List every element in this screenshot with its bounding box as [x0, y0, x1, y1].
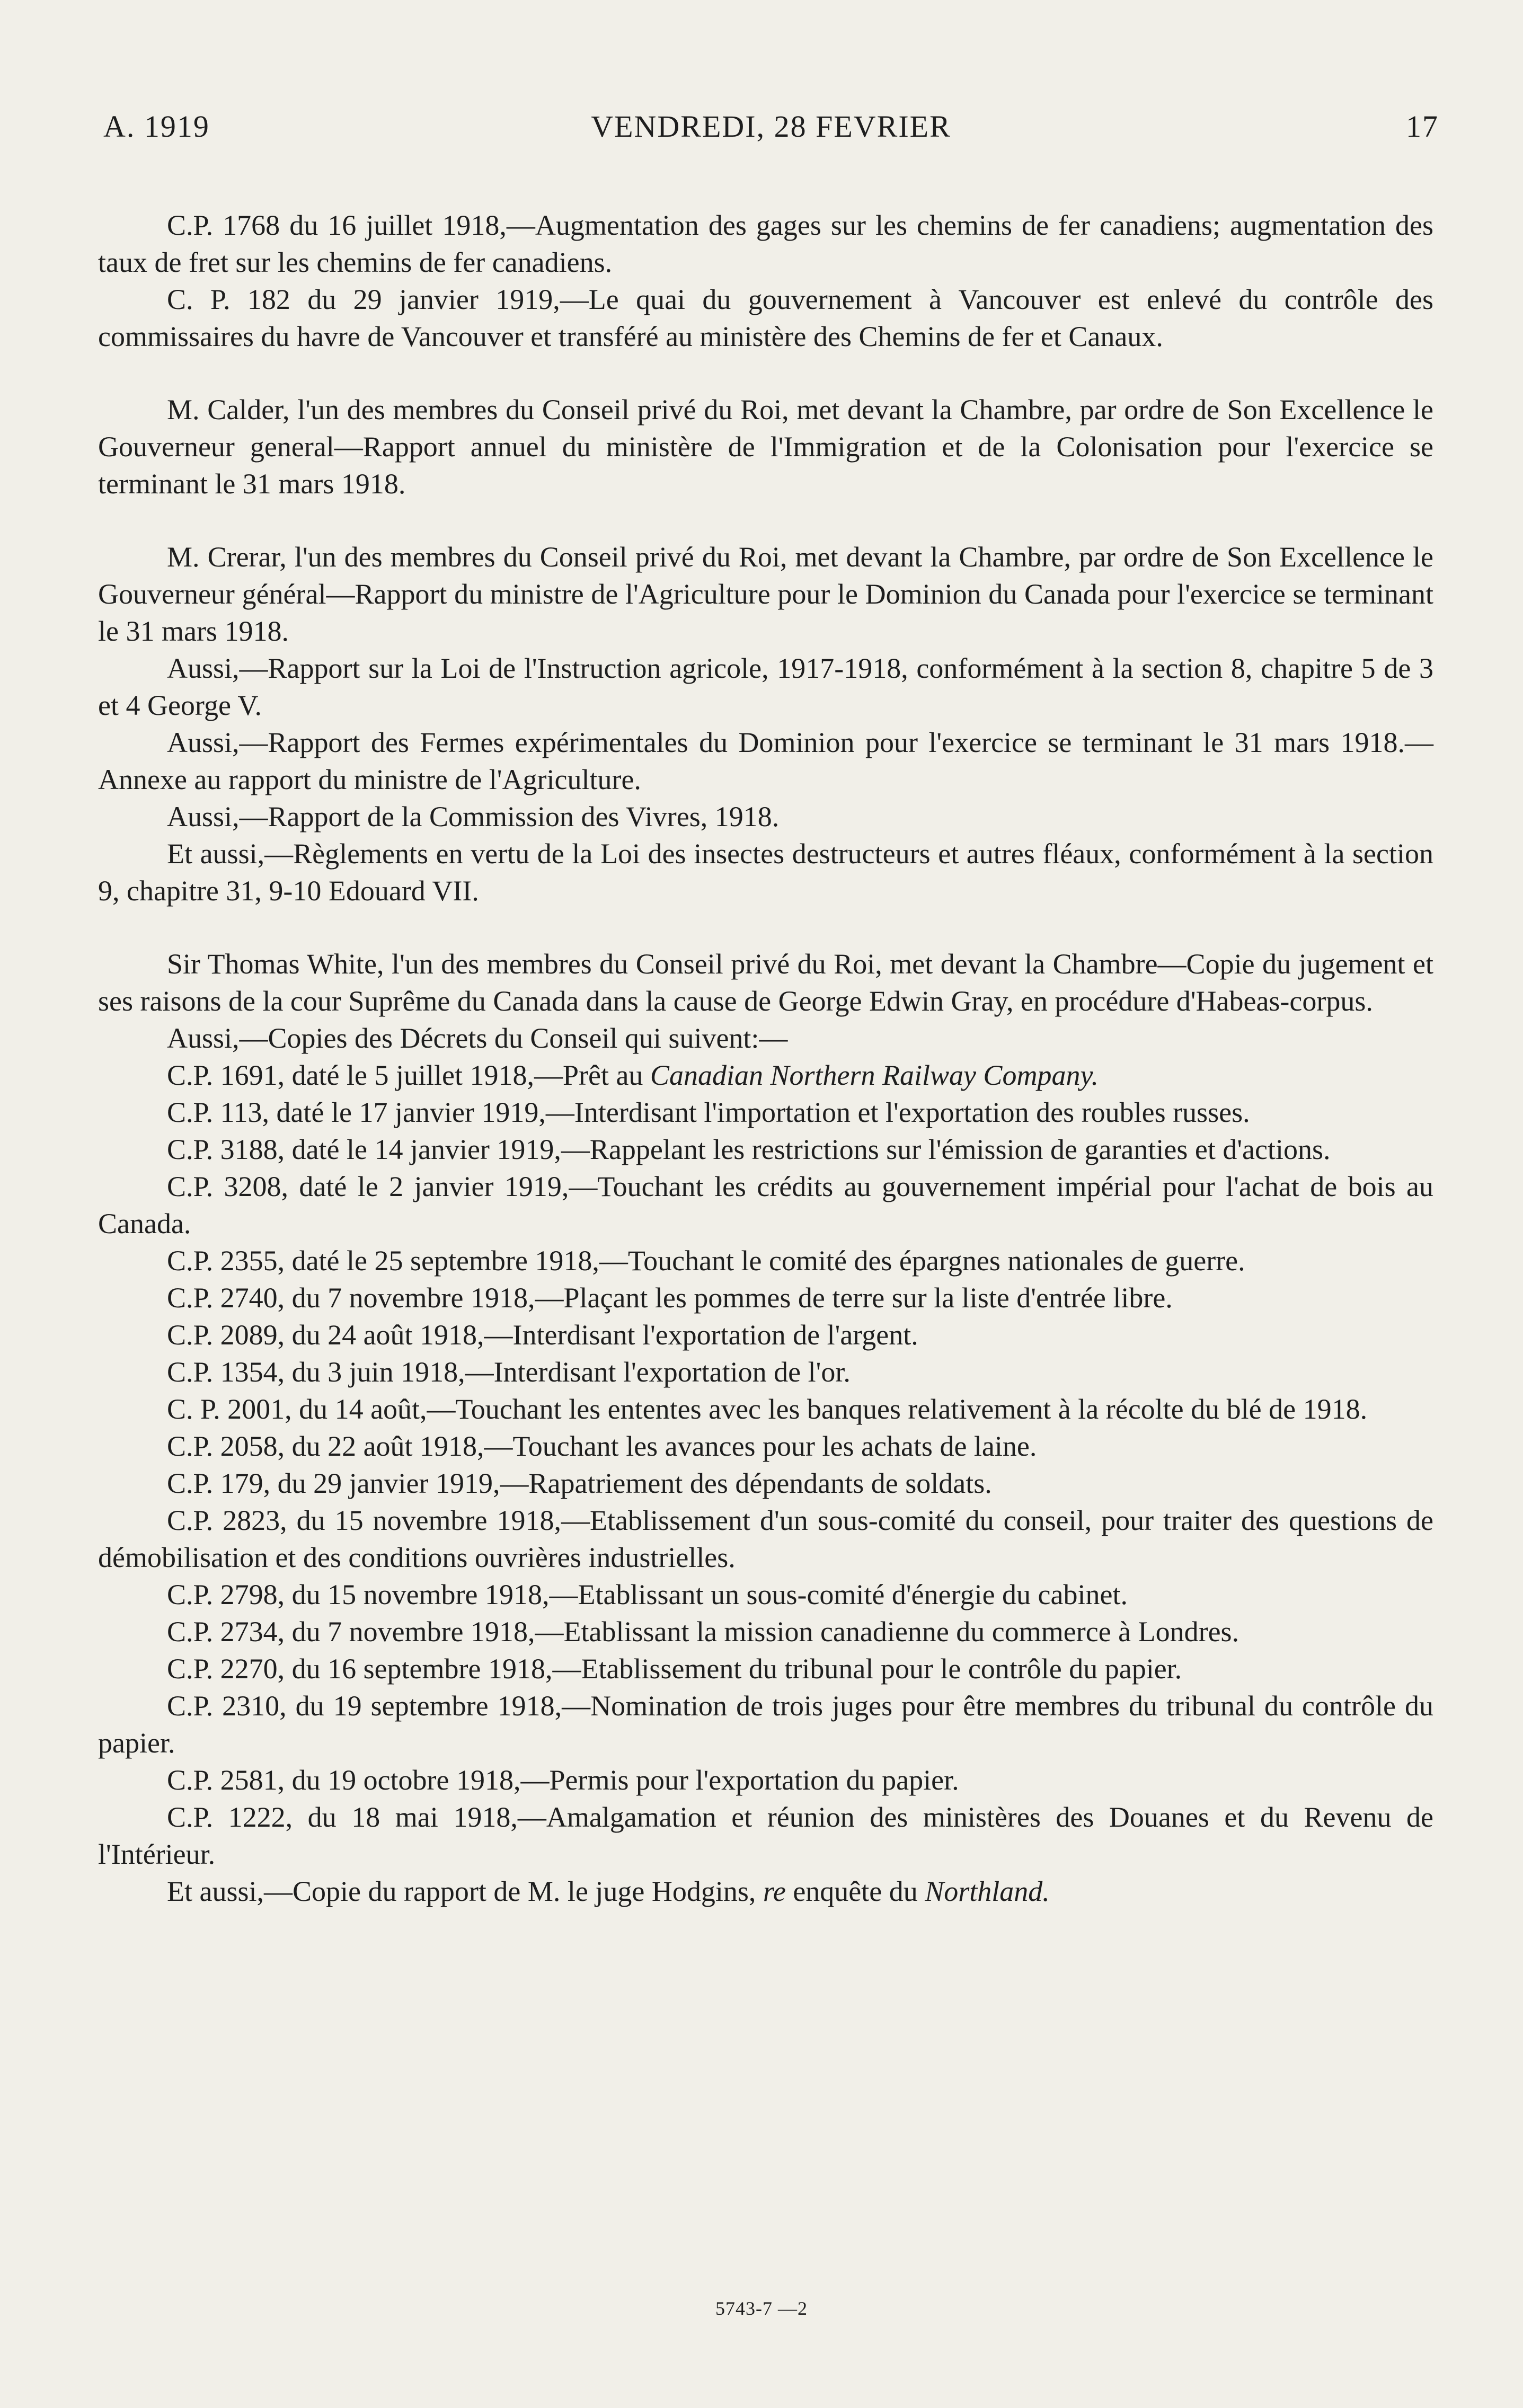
paragraph — [98, 1465, 1433, 1502]
paragraph-text: C.P. 1691, daté le 5 juillet 1918,—Prêt au — [167, 1059, 650, 1091]
paragraph — [98, 1761, 1433, 1799]
paragraph — [98, 1799, 1433, 1873]
page-number: 17 — [1406, 109, 1439, 144]
paragraph-text: Sir Thomas White, l'un des membres du Conseil privé du Roi, met devant la Chambre—Copie du jugement et ses raisons de la cour Suprême du Canada dans la cause de George Edwin Gray, en procédure d'Habeas-corpus. — [98, 948, 1433, 1017]
paragraph-text: C.P. 2734, du 7 novembre 1918,—Etablissant la mission canadienne du commerce à Londres. — [167, 1616, 1239, 1648]
paragraph-text: C.P. 2823, du 15 novembre 1918,—Etablissement d'un sous-comité du conseil, pour traiter des questions de démobilisation et des conditions ouvrières industrielles. — [98, 1504, 1433, 1573]
paragraph-text: C.P. 3208, daté le 2 janvier 1919,—Touchant les crédits au gouvernement impérial pour l'achat de bois au Canada. — [98, 1171, 1433, 1240]
page-header — [103, 109, 1439, 151]
paragraph-text: Aussi,—Rapport de la Commission des Vivres, 1918. — [167, 801, 780, 833]
paragraph-text: C.P. 2581, du 19 octobre 1918,—Permis pour l'exportation du papier. — [167, 1764, 959, 1796]
paragraph-text: C. P. 2001, du 14 août,—Touchant les ententes avec les banques relativement à la récolte du blé de 1918. — [167, 1393, 1368, 1425]
paragraph — [98, 1391, 1433, 1428]
paragraph — [98, 945, 1433, 1020]
header-year: A. 1919 — [103, 109, 210, 144]
paragraph-text: C.P. 2355, daté le 25 septembre 1918,—Touchant le comité des épargnes nationales de guerre. — [167, 1245, 1245, 1277]
paragraph — [98, 1131, 1433, 1168]
paragraph — [98, 835, 1433, 909]
document-body — [98, 207, 1433, 1910]
paragraph — [98, 391, 1433, 502]
paragraph-italic-text: Northland. — [925, 1875, 1050, 1907]
paragraph-text: C.P. 3188, daté le 14 janvier 1919,—Rappelant les restrictions sur l'émission de garanties et d'actions. — [167, 1134, 1331, 1165]
paragraph-text: C.P. 2740, du 7 novembre 1918,—Plaçant les pommes de terre sur la liste d'entrée libre. — [167, 1282, 1173, 1314]
paragraph — [98, 1873, 1433, 1910]
paragraph-text: C.P. 2058, du 22 août 1918,—Touchant les avances pour les achats de laine. — [167, 1430, 1037, 1462]
paragraph-text: C.P. 2270, du 16 septembre 1918,—Etablissement du tribunal pour le contrôle du papier. — [167, 1653, 1182, 1685]
paragraph-text: Et aussi,—Règlements en vertu de la Loi des insectes destructeurs et autres fléaux, conformément à la section 9, chapitre 31, 9-10 Edouard VII. — [98, 838, 1433, 907]
paragraph — [98, 1687, 1433, 1761]
paragraph — [98, 281, 1433, 355]
paragraph — [98, 1650, 1433, 1687]
paragraph-text: C.P. 2310, du 19 septembre 1918,—Nomination de trois juges pour être membres du tribunal du contrôle du papier. — [98, 1690, 1433, 1759]
paragraph-text: C.P. 1222, du 18 mai 1918,—Amalgamation et réunion des ministères des Douanes et du Revenu de l'Intérieur. — [98, 1801, 1433, 1870]
paragraph — [98, 1242, 1433, 1279]
paragraph — [98, 1316, 1433, 1353]
paragraph — [98, 1020, 1433, 1057]
paragraph — [98, 1094, 1433, 1131]
paragraph — [98, 207, 1433, 281]
paragraph-text: Aussi,—Rapport des Fermes expérimentales du Dominion pour l'exercice se terminant le 31 mars 1918.—Annexe au rapport du ministre de l'Agriculture. — [98, 727, 1433, 795]
paragraph-text: M. Calder, l'un des membres du Conseil privé du Roi, met devant la Chambre, par ordre de Son Excellence le Gouverneur general—Rapport annuel du ministère de l'Immigration et de la Colonisation pour l'exercice se terminant le 31 mars 1918. — [98, 394, 1433, 500]
paragraph-text: Aussi,—Copies des Décrets du Conseil qui suivent:— — [167, 1022, 788, 1054]
paragraph — [98, 1428, 1433, 1465]
paragraph — [98, 724, 1433, 798]
paragraph — [98, 1576, 1433, 1613]
paragraph-italic-text: Canadian Northern Railway Company. — [650, 1059, 1099, 1091]
paragraph-text: C.P. 2798, du 15 novembre 1918,—Etablissant un sous-comité d'énergie du cabinet. — [167, 1579, 1128, 1610]
paragraph-text: Et aussi,—Copie du rapport de M. le juge Hodgins, — [167, 1875, 763, 1907]
paragraph-text: M. Crerar, l'un des membres du Conseil privé du Roi, met devant la Chambre, par ordre de Son Excellence le Gouverneur général—Rapport du ministre de l'Agriculture pour le Dominion du Canada pour l'exercice se terminant le 31 mars 1918. — [98, 541, 1433, 647]
header-date: VENDREDI, 28 FEVRIER — [591, 109, 951, 144]
paragraph — [98, 1057, 1433, 1094]
paragraph-text: C. P. 182 du 29 janvier 1919,—Le quai du gouvernement à Vancouver est enlevé du contrôle des commissaires du havre de Vancouver et transféré au ministère des Chemins de fer et Canaux. — [98, 284, 1433, 352]
paragraph-text: C.P. 2089, du 24 août 1918,—Interdisant l'exportation de l'argent. — [167, 1319, 918, 1351]
paragraph-text: C.P. 113, daté le 17 janvier 1919,—Interdisant l'importation et l'exportation des roubles russes. — [167, 1096, 1250, 1128]
paragraph — [98, 538, 1433, 650]
paragraph — [98, 798, 1433, 835]
paragraph-text: C.P. 1354, du 3 juin 1918,—Interdisant l'exportation de l'or. — [167, 1356, 851, 1388]
paragraph — [98, 1168, 1433, 1242]
paragraph — [98, 1353, 1433, 1391]
paragraph-text: enquête du — [785, 1875, 925, 1907]
paragraph-text: Aussi,—Rapport sur la Loi de l'Instruction agricole, 1917-1918, conformément à la section 8, chapitre 5 de 3 et 4 George V. — [98, 652, 1433, 721]
page-footer: 5743-7 —2 — [715, 2298, 808, 2319]
paragraph — [98, 650, 1433, 724]
paragraph — [98, 1613, 1433, 1650]
paragraph-italic-text: re — [763, 1875, 786, 1907]
paragraph — [98, 1279, 1433, 1316]
paragraph-text: C.P. 179, du 29 janvier 1919,—Rapatriement des dépendants de soldats. — [167, 1467, 992, 1499]
paragraph — [98, 1502, 1433, 1576]
paragraph-text: C.P. 1768 du 16 juillet 1918,—Augmentation des gages sur les chemins de fer canadiens; augmentation des taux de fret sur les chemins de fer canadiens. — [98, 209, 1433, 278]
